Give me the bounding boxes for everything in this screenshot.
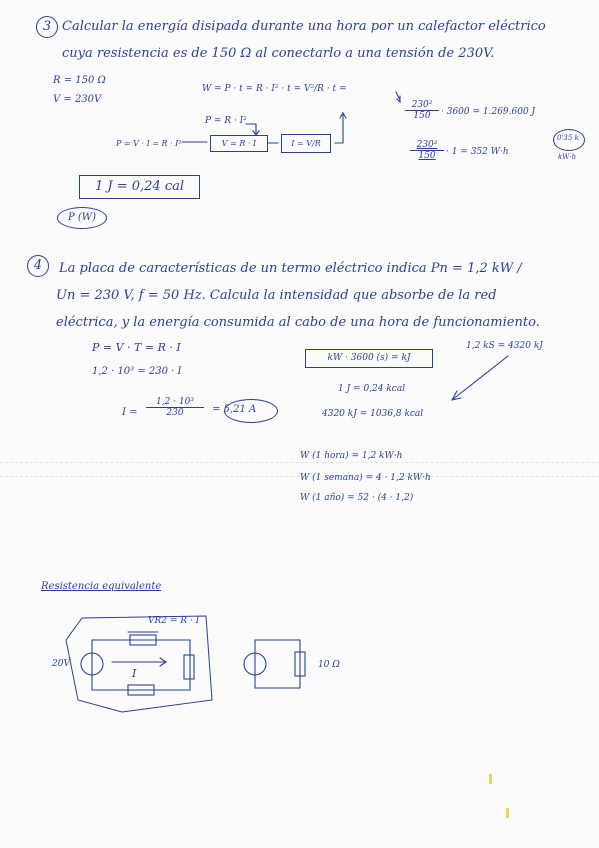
problem-3-number: 3 <box>36 16 58 38</box>
result-oval-unit: kW·h <box>558 153 577 161</box>
energy-year: W (1 año) = 52 · (4 · 1,2) <box>300 493 414 503</box>
problem-3-line-2: cuya resistencia es de 150 Ω al conectarlo a una tensión de 230V. <box>62 46 495 61</box>
calc-1-result: · 3600 = 1.269.600 J <box>441 107 536 117</box>
energy-formula: W = P · t = R · I² · t = V²/R · t = <box>202 84 347 94</box>
problem-3-line-1: Calcular la energía disipada durante una hora por un calefactor eléctrico <box>62 19 546 34</box>
ohm-law-box-2: I = V/R <box>281 134 331 153</box>
calc-2-result: · 1 = 352 W·h <box>446 147 509 157</box>
kcal-result: 4320 kJ = 1036,8 kcal <box>322 409 424 419</box>
equation-2: 1,2 · 10³ = 230 · I <box>92 366 182 377</box>
kw-conversion-box: kW · 3600 (s) = kJ <box>305 349 433 368</box>
calc-1-denominator: 150 <box>413 111 431 121</box>
equation-3-lhs: I = <box>122 407 138 418</box>
energy-hour: W (1 hora) = 1,2 kW·h <box>300 451 403 461</box>
calc-2-numerator: 230² <box>410 140 444 151</box>
ohm-law-box-1: V = R · I <box>210 135 268 152</box>
given-voltage: V = 230V <box>53 94 102 105</box>
problem-4-line-1: La placa de características de un termo eléctrico indica Pn = 1,2 kW / <box>59 261 522 276</box>
kcal-conversion: 1 J = 0,24 kcal <box>338 384 406 394</box>
equation-3-rhs: = 5,21 A <box>212 404 257 415</box>
equivalent-circuit-loop <box>255 640 300 688</box>
conversion-box: 1 J = 0,24 cal <box>79 175 200 199</box>
highlighter-mark-1 <box>489 774 492 784</box>
resistor-right <box>184 655 194 679</box>
equation-1: P = V · T = R · I <box>92 341 181 354</box>
highlighter-marks <box>489 774 509 818</box>
equation-3-numerator: 1,2 · 10³ <box>146 397 204 408</box>
main-circuit-loop <box>92 640 190 690</box>
equation-3-denominator: 230 <box>166 408 184 418</box>
source-voltage-label: 20V <box>52 659 70 669</box>
equivalent-resistor-label: 10 Ω <box>318 660 340 670</box>
problem-4-line-2: Un = 230 V, f = 50 Hz. Calcula la intensidad que absorbe de la red <box>56 288 497 303</box>
calc-1-numerator: 230² <box>405 100 439 111</box>
energy-week: W (1 semana) = 4 · 1,2 kW·h <box>300 473 431 483</box>
current-label: I <box>132 667 137 680</box>
power-unit-oval: P (W) <box>57 207 107 229</box>
power-formula: P = R · I² <box>205 116 247 126</box>
given-resistance: R = 150 Ω <box>53 75 106 86</box>
kj-result: 1,2 kS = 4320 kJ <box>466 341 543 351</box>
arrow-kj-to-kcal <box>452 356 508 400</box>
arrow-head-kcal <box>452 391 461 400</box>
calc-2-denominator: 150 <box>418 151 436 161</box>
highlighter-mark-2 <box>506 808 509 818</box>
equivalent-resistance-title: Resistencia equivalente <box>41 581 162 592</box>
arrow-to-energy-formula <box>335 114 343 143</box>
power-identity: P = V · I = R · I² <box>116 139 182 148</box>
problem-4-line-3: eléctrica, y la energía consumida al cabo de una hora de funcionamiento. <box>56 315 540 330</box>
problem-4-number: 4 <box>27 255 49 277</box>
voltage-drop-label: VR2 = R · I <box>148 616 200 626</box>
result-oval-text: 0'35 k <box>557 134 579 142</box>
